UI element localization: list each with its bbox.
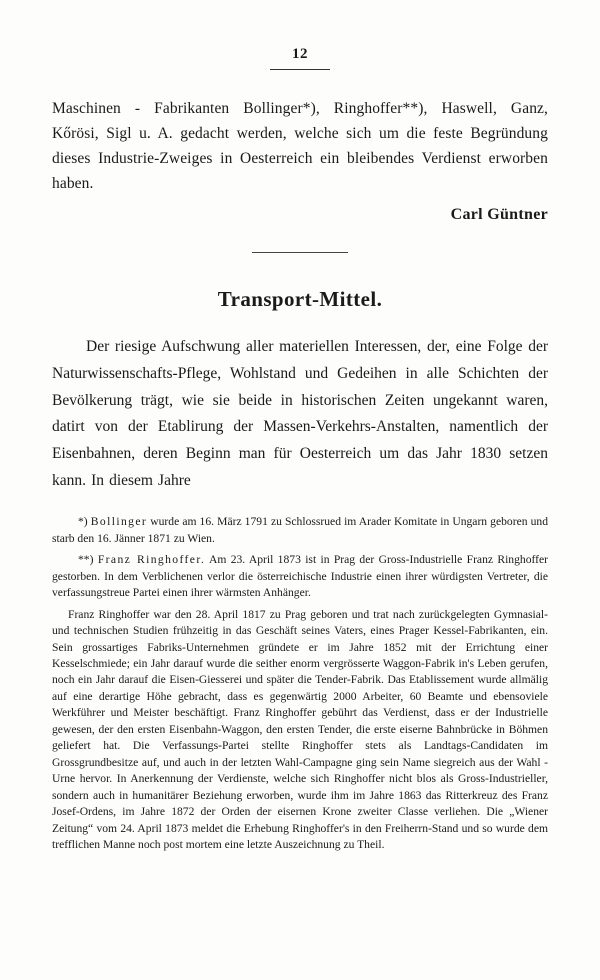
footnote-biography-paragraph [52, 607, 548, 854]
footnote-item [52, 514, 548, 547]
footnote-marker: *) [78, 515, 88, 529]
footnote-item [52, 552, 548, 601]
footnote-text: wurde am 16. März 1791 zu Schlossrued im Arader Komitate in Ungarn geboren und starb den 16. Jänner 1871 zu Wien. [52, 515, 548, 545]
intro-paragraph-text: Der riesige Aufschwung aller materiellen Interessen, der, eine Folge der Naturwissenschafts-Pflege, Wohlstand und Gedeihen in alle Schichten der Bevölkerung trägt, wie sie beide in historischen Zeiten ungekannt waren, datirt von der Etablirung der Massen-Verkehrs-Anstalten, namentlich der Eisenbahnen, deren Beginn man für Oesterreich um das Jahr 1830 setzen kann. In diesem Jahre [52, 338, 548, 489]
header-divider [270, 69, 330, 70]
page-number: 12 [292, 46, 308, 62]
footnote-name: Bollinger [90, 515, 148, 529]
footnote-biography [52, 607, 548, 854]
footnote-name: Franz Ringhoffer. [97, 553, 206, 567]
footnote-text: Am 23. April 1873 ist in Prag der Gross-Industrielle Franz Ringhoffer gestorben. In dem Verblichenen verlor die österreichische Industrie einen ihrer würdigsten Vertreter, die verfassungstreue Partei einen ihrer wärmsten Anhänger. [52, 553, 549, 600]
intro-paragraph [52, 334, 548, 494]
footnote-biography-text: Franz Ringhoffer war den 28. April 1817 zu Prag geboren und trat nach zurückgelegten Gymnasial- und technischen Studien frühzeitig in das Geschäft seines Vaters, eines Prager Kessel-Fabrikanten, ein. Sein grossartiges Fabriks-Unternehmen gründete er im Jahre 1852 mit der Errichtung einer Kesselschmiede; ein Jahr darauf wurde die seither enorm vergrösserte Waggon-Fabrik in's Leben gerufen, noch ein Jahr darauf die Eisen-Giesserei und später die Tender-Fabrik. Das Etablissement wurde allmälig auf eine derartige Höhe gebracht, dass es gegenwärtig 2000 Arbeiter, 60 Beamte und ebensoviele Werkführer und Meister beschäftigt. Franz Ringhoffer gebührt das Verdienst, dass er der Industrielle gewesen, der den ersten Eisenbahn-Waggon, den ersten Tender, die erste eiserne Bahnbrücke in Böhmen geliefert hat. Die Verfassungs-Partei stellte Ringhoffer stets als Landtags-Candidaten im Grossgrundbesitze auf, und auch in der letzten Wahl-Campagne ging sein Name siegreich aus der Wahl - Urne hervor. In Anerkennung der Verdienste, welche sich Ringhoffer nicht blos als Gross-Industrieller, sondern auch in humanitärer Beziehung erworben, wurde ihm im Jahre 1863 das Ritterkreuz des Franz Josef-Ordens, im Jahre 1872 der Orden der eisernen Krone zweiter Classe verliehen. Die „Wiener Zeitung“ vom 24. April 1873 meldet die Erhebung Ringhoffer's in den Freiherrn-Stand und so wurde dem trefflichen Manne noch post mortem eine letzte Auszeichnung zu Theil. [52, 607, 548, 851]
continued-paragraph: Maschinen - Fabrikanten Bollinger*), Ringhoffer**), Haswell, Ganz, Kőrösi, Sigl u. A. gedacht werden, welche sich um die feste Begründung dieses Industrie-Zweiges in Oesterreich ein bleibendes Verdienst erworben haben. [52, 100, 548, 193]
section-divider [252, 252, 348, 253]
author-signature: Carl Güntner [450, 206, 548, 224]
section-title: Transport-Mittel. [217, 287, 383, 312]
footnote-marker: **) [78, 553, 94, 567]
footnotes-block [52, 514, 548, 853]
